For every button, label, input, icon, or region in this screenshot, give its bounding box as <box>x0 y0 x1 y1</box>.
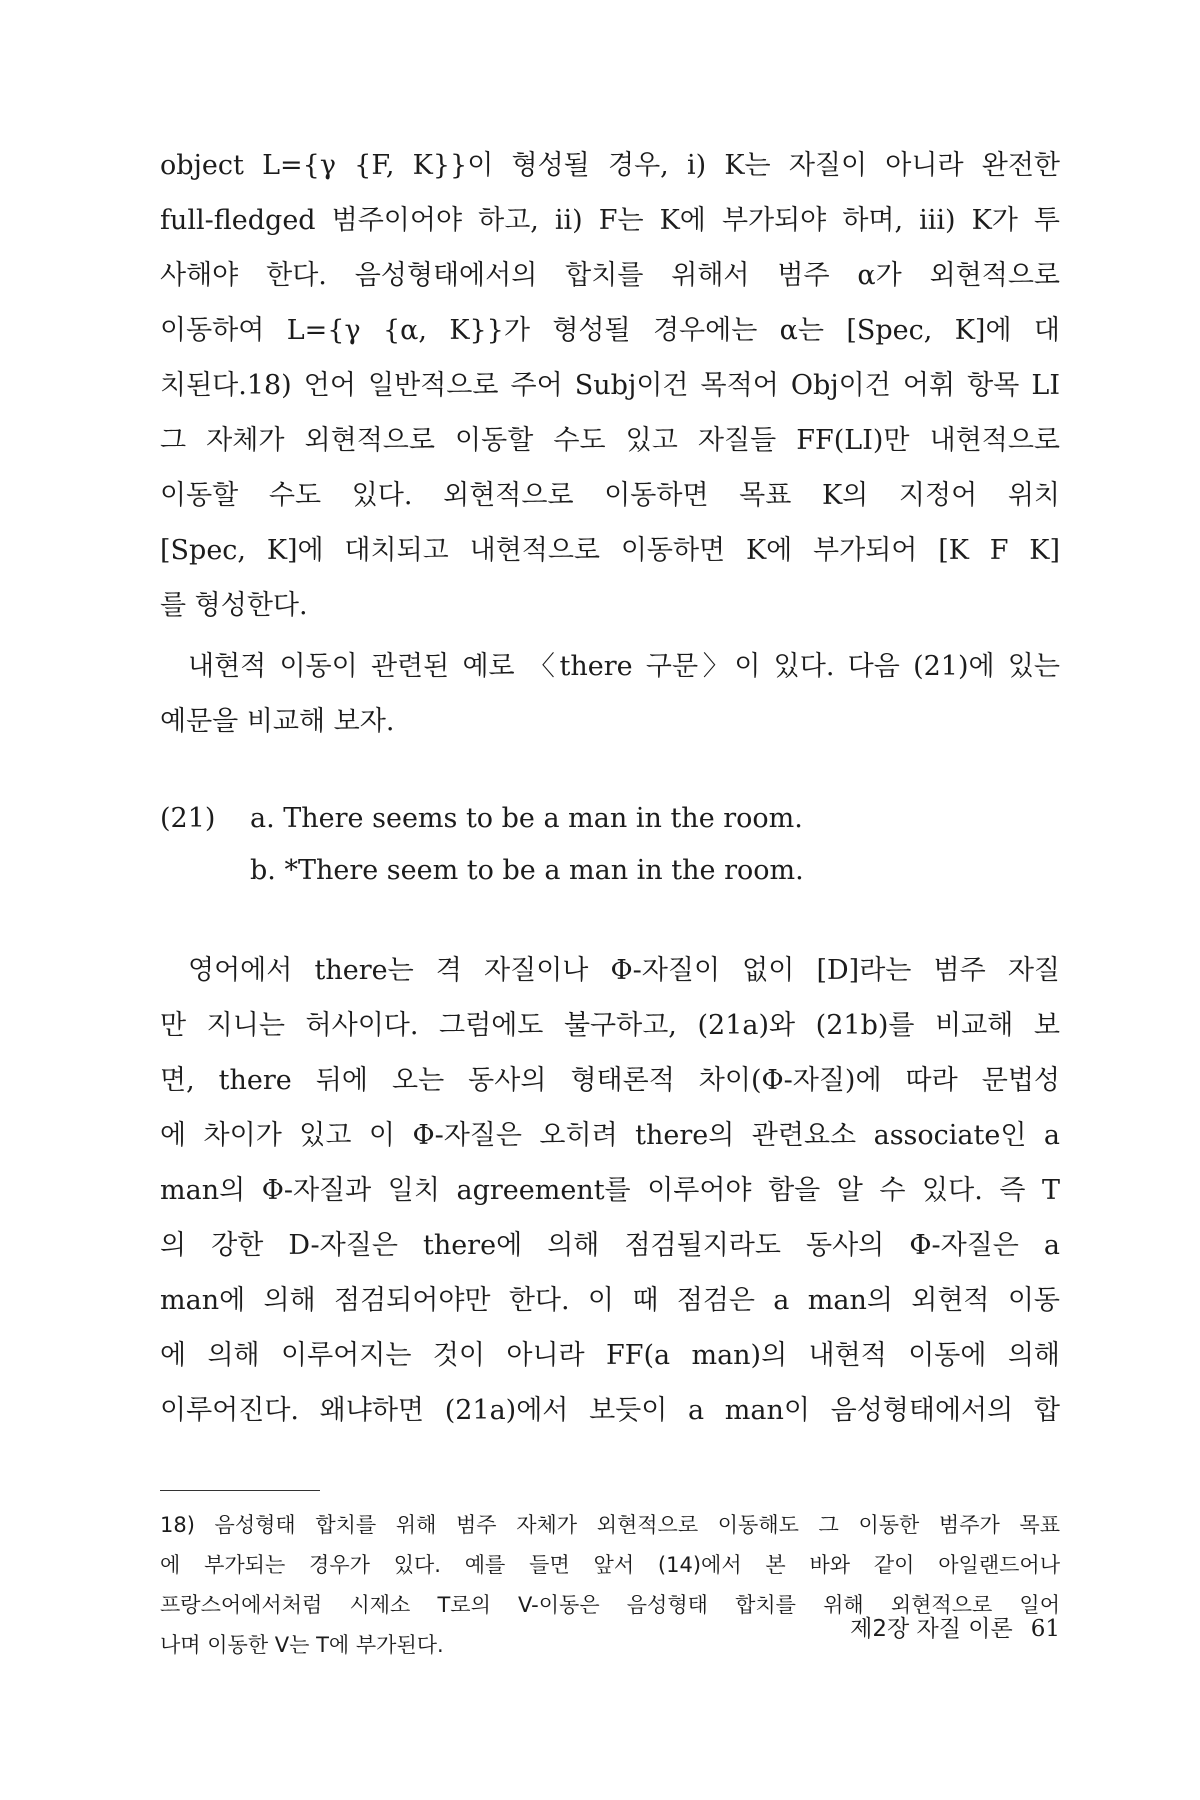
text-line: man에 의해 점검되어야만 한다. 이 때 점검은 a man의 외현적 이동 <box>160 1285 1060 1316</box>
footnote-line: 나며 이동한 V는 T에 부가된다. <box>160 1633 444 1657</box>
example-21a <box>160 793 1060 845</box>
example-sentence-a: a. There seems to be a man in the room. <box>250 803 803 834</box>
text-line: 만 지니는 허사이다. 그럼에도 불구하고, (21a)와 (21b)를 비교해 보 <box>160 1010 1060 1041</box>
page-body <box>160 138 1060 1665</box>
paragraph-3 <box>160 943 1060 1438</box>
text-line: 에 차이가 있고 이 Φ-자질은 오히려 there의 관련요소 associate인 a <box>160 1120 1060 1151</box>
footnote-line: 에 부가되는 경우가 있다. 예를 들면 앞서 (14)에서 본 바와 같이 아일랜드어나 <box>160 1553 1060 1577</box>
text-line: 의 강한 D-자질은 there에 의해 점검될지라도 동사의 Φ-자질은 a <box>160 1230 1060 1261</box>
text-line: 를 형성한다. <box>160 590 308 621</box>
text-line: 사해야 한다. 음성형태에서의 합치를 위해서 범주 α가 외현적으로 <box>160 260 1060 291</box>
footnote-line: 18) 음성형태 합치를 위해 범주 자체가 외현적으로 이동해도 그 이동한 범주가 목표 <box>160 1513 1060 1537</box>
text-line: [Spec, K]에 대치되고 내현적으로 이동하면 K에 부가되어 [K F K] <box>160 535 1060 566</box>
paragraph-2 <box>160 639 1060 749</box>
text-line: 이루어진다. 왜냐하면 (21a)에서 보듯이 a man이 음성형태에서의 합 <box>160 1395 1060 1426</box>
text-line: 에 의해 이루어지는 것이 아니라 FF(a man)의 내현적 이동에 의해 <box>160 1340 1060 1371</box>
text-line: 예문을 비교해 보자. <box>160 706 395 737</box>
text-line: object L={γ {F, K}}이 형성될 경우, i) K는 자질이 아니라 완전한 <box>160 150 1060 181</box>
page-number: 61 <box>1030 1616 1060 1642</box>
text-line: 이동하여 L={γ {α, K}}가 형성될 경우에는 α는 [Spec, K]에 대 <box>160 315 1060 346</box>
text-line: 면, there 뒤에 오는 동사의 형태론적 차이(Φ-자질)에 따라 문법성 <box>160 1065 1060 1096</box>
text-line: 그 자체가 외현적으로 이동할 수도 있고 자질들 FF(LI)만 내현적으로 <box>160 425 1060 456</box>
footnote-divider <box>160 1490 320 1491</box>
text-line: full-fledged 범주이어야 하고, ii) F는 K에 부가되야 하며, iii) K가 투 <box>160 205 1060 236</box>
example-21b <box>160 845 1060 897</box>
text-line: man의 Φ-자질과 일치 agreement를 이루어야 함을 알 수 있다. 즉 T <box>160 1175 1060 1206</box>
footnote-line: 프랑스어에서처럼 시제소 T로의 V-이동은 음성형태 합치를 위해 외현적으로 일어 <box>160 1593 1060 1617</box>
paragraph-1 <box>160 138 1060 633</box>
chapter-title: 제2장 자질 이론 <box>850 1616 1013 1642</box>
text-line: 치된다.18) 언어 일반적으로 주어 Subj이건 목적어 Obj이건 어휘 항목 LI <box>160 370 1060 401</box>
text-line: 이동할 수도 있다. 외현적으로 이동하면 목표 K의 지정어 위치 <box>160 480 1060 511</box>
page-footer <box>850 1610 1060 1643</box>
example-sentence-b: b. *There seem to be a man in the room. <box>250 855 804 886</box>
example-block-21 <box>160 793 1060 897</box>
text-line: 영어에서 there는 격 자질이나 Φ-자질이 없이 [D]라는 범주 자질 <box>188 955 1060 986</box>
example-number: (21) <box>160 803 216 834</box>
text-line: 내현적 이동이 관련된 예로 〈there 구문〉이 있다. 다음 (21)에 있는 <box>188 651 1060 682</box>
